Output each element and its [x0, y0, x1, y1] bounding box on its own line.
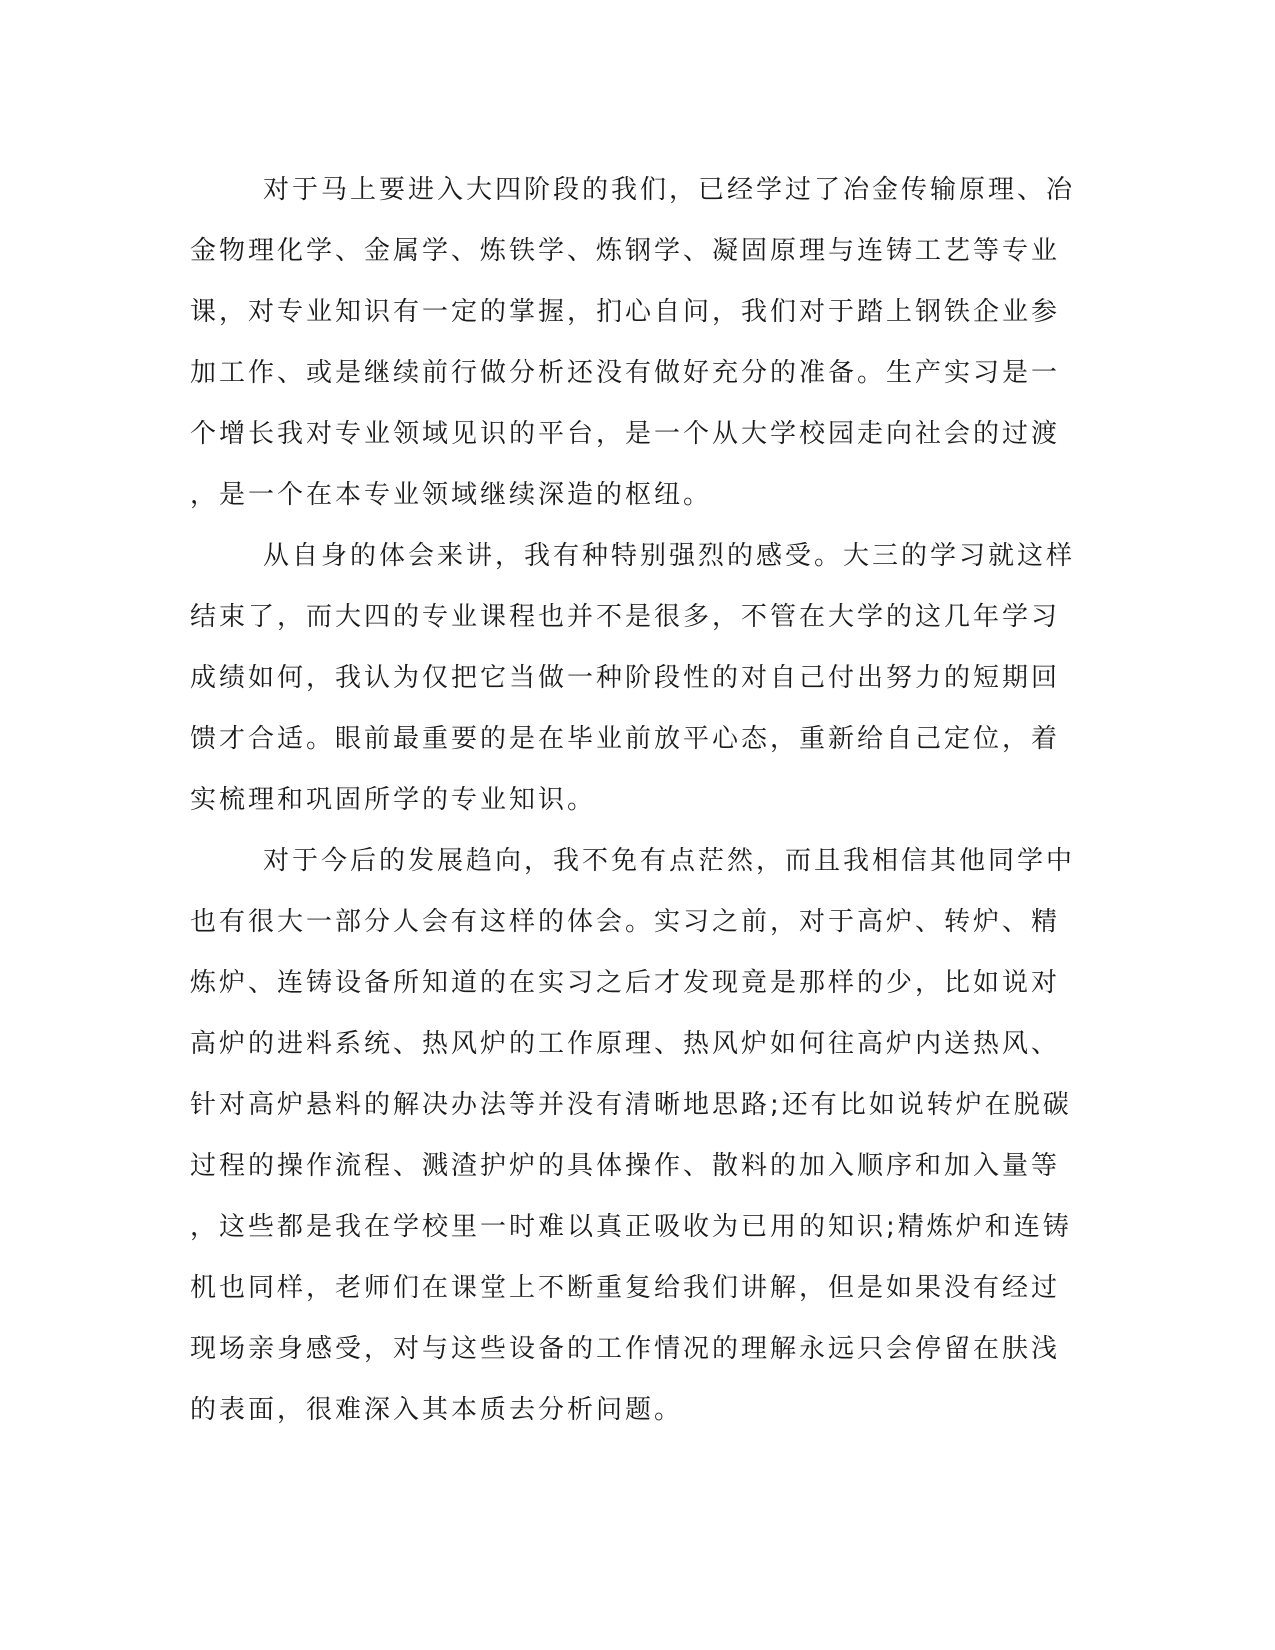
text-line: 结束了，而大四的专业课程也并不是很多，不管在大学的这几年学习 — [190, 602, 1061, 632]
text-line: 也有很大一部分人会有这样的体会。实习之前，对于高炉、转炉、精 — [190, 907, 1061, 937]
text-line: 成绩如何，我认为仅把它当做一种阶段性的对自己付出努力的短期回 — [190, 663, 1061, 693]
paragraph-1 — [190, 160, 1076, 526]
text-line: 对于今后的发展趋向，我不免有点茫然，而且我相信其他同学中 — [263, 846, 1076, 876]
text-line: 炼炉、连铸设备所知道的在实习之后才发现竟是那样的少，比如说对 — [190, 968, 1061, 998]
text-line: 课，对专业知识有一定的掌握，扪心自问，我们对于踏上钢铁企业参 — [190, 297, 1061, 327]
text-line: ，是一个在本专业领域继续深造的枢纽。 — [190, 480, 713, 510]
text-line: 机也同样，老师们在课堂上不断重复给我们讲解，但是如果没有经过 — [190, 1273, 1061, 1303]
text-line: 的表面，很难深入其本质去分析问题。 — [190, 1395, 684, 1425]
text-line: ，这些都是我在学校里一时难以真正吸收为已用的知识;精炼炉和连铸 — [190, 1212, 1072, 1242]
text-line: 馈才合适。眼前最重要的是在毕业前放平心态，重新给自己定位，着 — [190, 724, 1061, 754]
text-line: 针对高炉悬料的解决办法等并没有清晰地思路;还有比如说转炉在脱碳 — [190, 1090, 1072, 1120]
text-line: 实梳理和巩固所学的专业知识。 — [190, 785, 597, 815]
text-line: 从自身的体会来讲，我有种特别强烈的感受。大三的学习就这样 — [263, 541, 1076, 571]
text-line: 现场亲身感受，对与这些设备的工作情况的理解永远只会停留在肤浅 — [190, 1334, 1061, 1364]
document-body — [190, 160, 1076, 1441]
text-line: 过程的操作流程、溅渣护炉的具体操作、散料的加入顺序和加入量等 — [190, 1151, 1061, 1181]
text-line: 金物理化学、金属学、炼铁学、炼钢学、凝固原理与连铸工艺等专业 — [190, 236, 1061, 266]
paragraph-2 — [190, 526, 1076, 831]
text-line: 加工作、或是继续前行做分析还没有做好充分的准备。生产实习是一 — [190, 358, 1061, 388]
text-line: 个增长我对专业领域见识的平台，是一个从大学校园走向社会的过渡 — [190, 419, 1061, 449]
text-line: 对于马上要进入大四阶段的我们，已经学过了冶金传输原理、冶 — [263, 175, 1076, 205]
paragraph-3 — [190, 831, 1076, 1441]
text-line: 高炉的进料系统、热风炉的工作原理、热风炉如何往高炉内送热风、 — [190, 1029, 1061, 1059]
